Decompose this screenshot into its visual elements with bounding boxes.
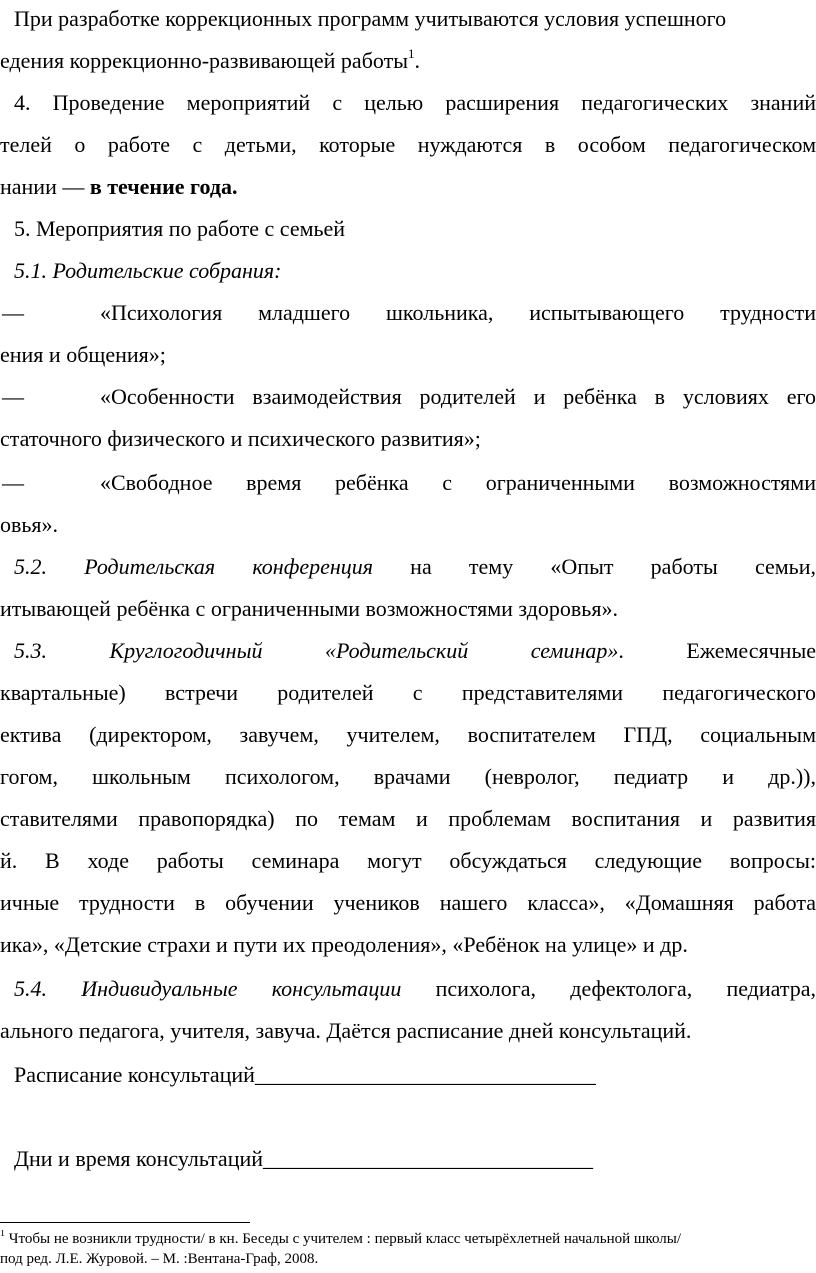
paragraph-7-line-2: ального педагога, учителя, завуча. Даётся расписание дней консультаций. [0,1018,692,1043]
text-span: . [414,48,420,73]
paragraph-2-line-3 [0,174,816,200]
text-span: едения коррекционно-развивающей работы [0,48,408,73]
paragraph-6-line-7: ичные трудности в обучении учеников нашего класса», «Домашняя работа [0,890,816,915]
paragraph-2-line-1: 4. Проведение мероприятий с целью расширения педагогических знаний [14,90,816,115]
text-span: на тему «Опыт работы семьи, [372,554,816,579]
text-span: . Ежемесячные [618,638,816,663]
footnote-line-1 [0,1230,816,1248]
list-item-3-line-2: овья». [0,512,59,537]
list-item-1-line-2: ения и общения»; [0,342,166,367]
paragraph-6-line-2: квартальные) встречи родителей с представителями педагогического [0,680,816,705]
text-span: психолога, дефектолога, педиатра, [401,976,816,1001]
paragraph-5-line-1 [0,554,816,580]
paragraph-7-line-1 [0,976,816,1002]
dash-bullet: — [2,384,24,409]
italic-text: 5.2. Родительская конференция [14,554,373,579]
footnote-line-2: под ред. Л.Е. Журовой. – М. :Вентана-Граф, 2008. [0,1251,319,1267]
paragraph-1-line-2 [0,48,816,74]
list-item-3-line-1 [0,470,816,496]
dash-bullet: — [2,300,24,325]
italic-text: 5.4. Индивидуальные консультации [14,976,402,1001]
paragraph-6-line-5: ставителями правопорядка) по темам и проблемам воспитания и развития [0,806,816,831]
footnote-separator [0,1222,250,1223]
italic-text: 5.3. Круглогодичный «Родительский семинар» [14,638,619,663]
list-item-1-line-1 [0,300,816,326]
list-item-text: «Особенности взаимодействия родителей и ребёнка в условиях его [100,384,816,409]
days-time-field: Дни и время консультаций______________________________ [14,1146,594,1171]
paragraph-4-heading: 5.1. Родительские собрания: [14,258,282,283]
paragraph-6-line-1 [0,638,816,664]
paragraph-1-line-1: При разработке коррекционных программ учитываются условия успешного [14,6,727,31]
paragraph-2-line-2: телей о работе с детьми, которые нуждаются в особом педагогическом [0,132,816,157]
footnote-mark: 1 [0,1230,5,1239]
paragraph-3: 5. Мероприятия по работе с семьей [14,216,346,241]
paragraph-5-line-2: итывающей ребёнка с ограниченными возможностями здоровья». [0,596,618,621]
dash-bullet: — [2,470,24,495]
list-item-2-line-2: статочного физического и психического развития»; [0,426,481,451]
list-item-2-line-1 [0,384,816,410]
paragraph-6-line-8: ика», «Детские страхи и пути их преодоления», «Ребёнок на улице» и др. [0,932,688,957]
schedule-field: Расписание консультаций_______________________________ [14,1062,596,1087]
list-item-text: «Психология младшего школьника, испытывающего трудности [100,300,816,325]
footnote-reference[interactable]: 1 [408,48,415,61]
bold-text: в течение года. [89,174,238,199]
paragraph-6-line-4: гогом, школьным психологом, врачами (невролог, педиатр и др.)), [0,764,816,789]
text-span: нании — [0,174,90,199]
paragraph-6-line-6: й. В ходе работы семинара могут обсуждаться следующие вопросы: [0,848,816,873]
list-item-text: «Свободное время ребёнка с ограниченными возможностями [100,470,816,495]
footnote-text: Чтобы не возникли трудности/ в кн. Беседы с учителем : первый класс четырёхлетней начальной школы/ [5,1231,682,1247]
paragraph-6-line-3: ектива (директором, завучем, учителем, воспитателем ГПД, социальным [0,722,816,747]
